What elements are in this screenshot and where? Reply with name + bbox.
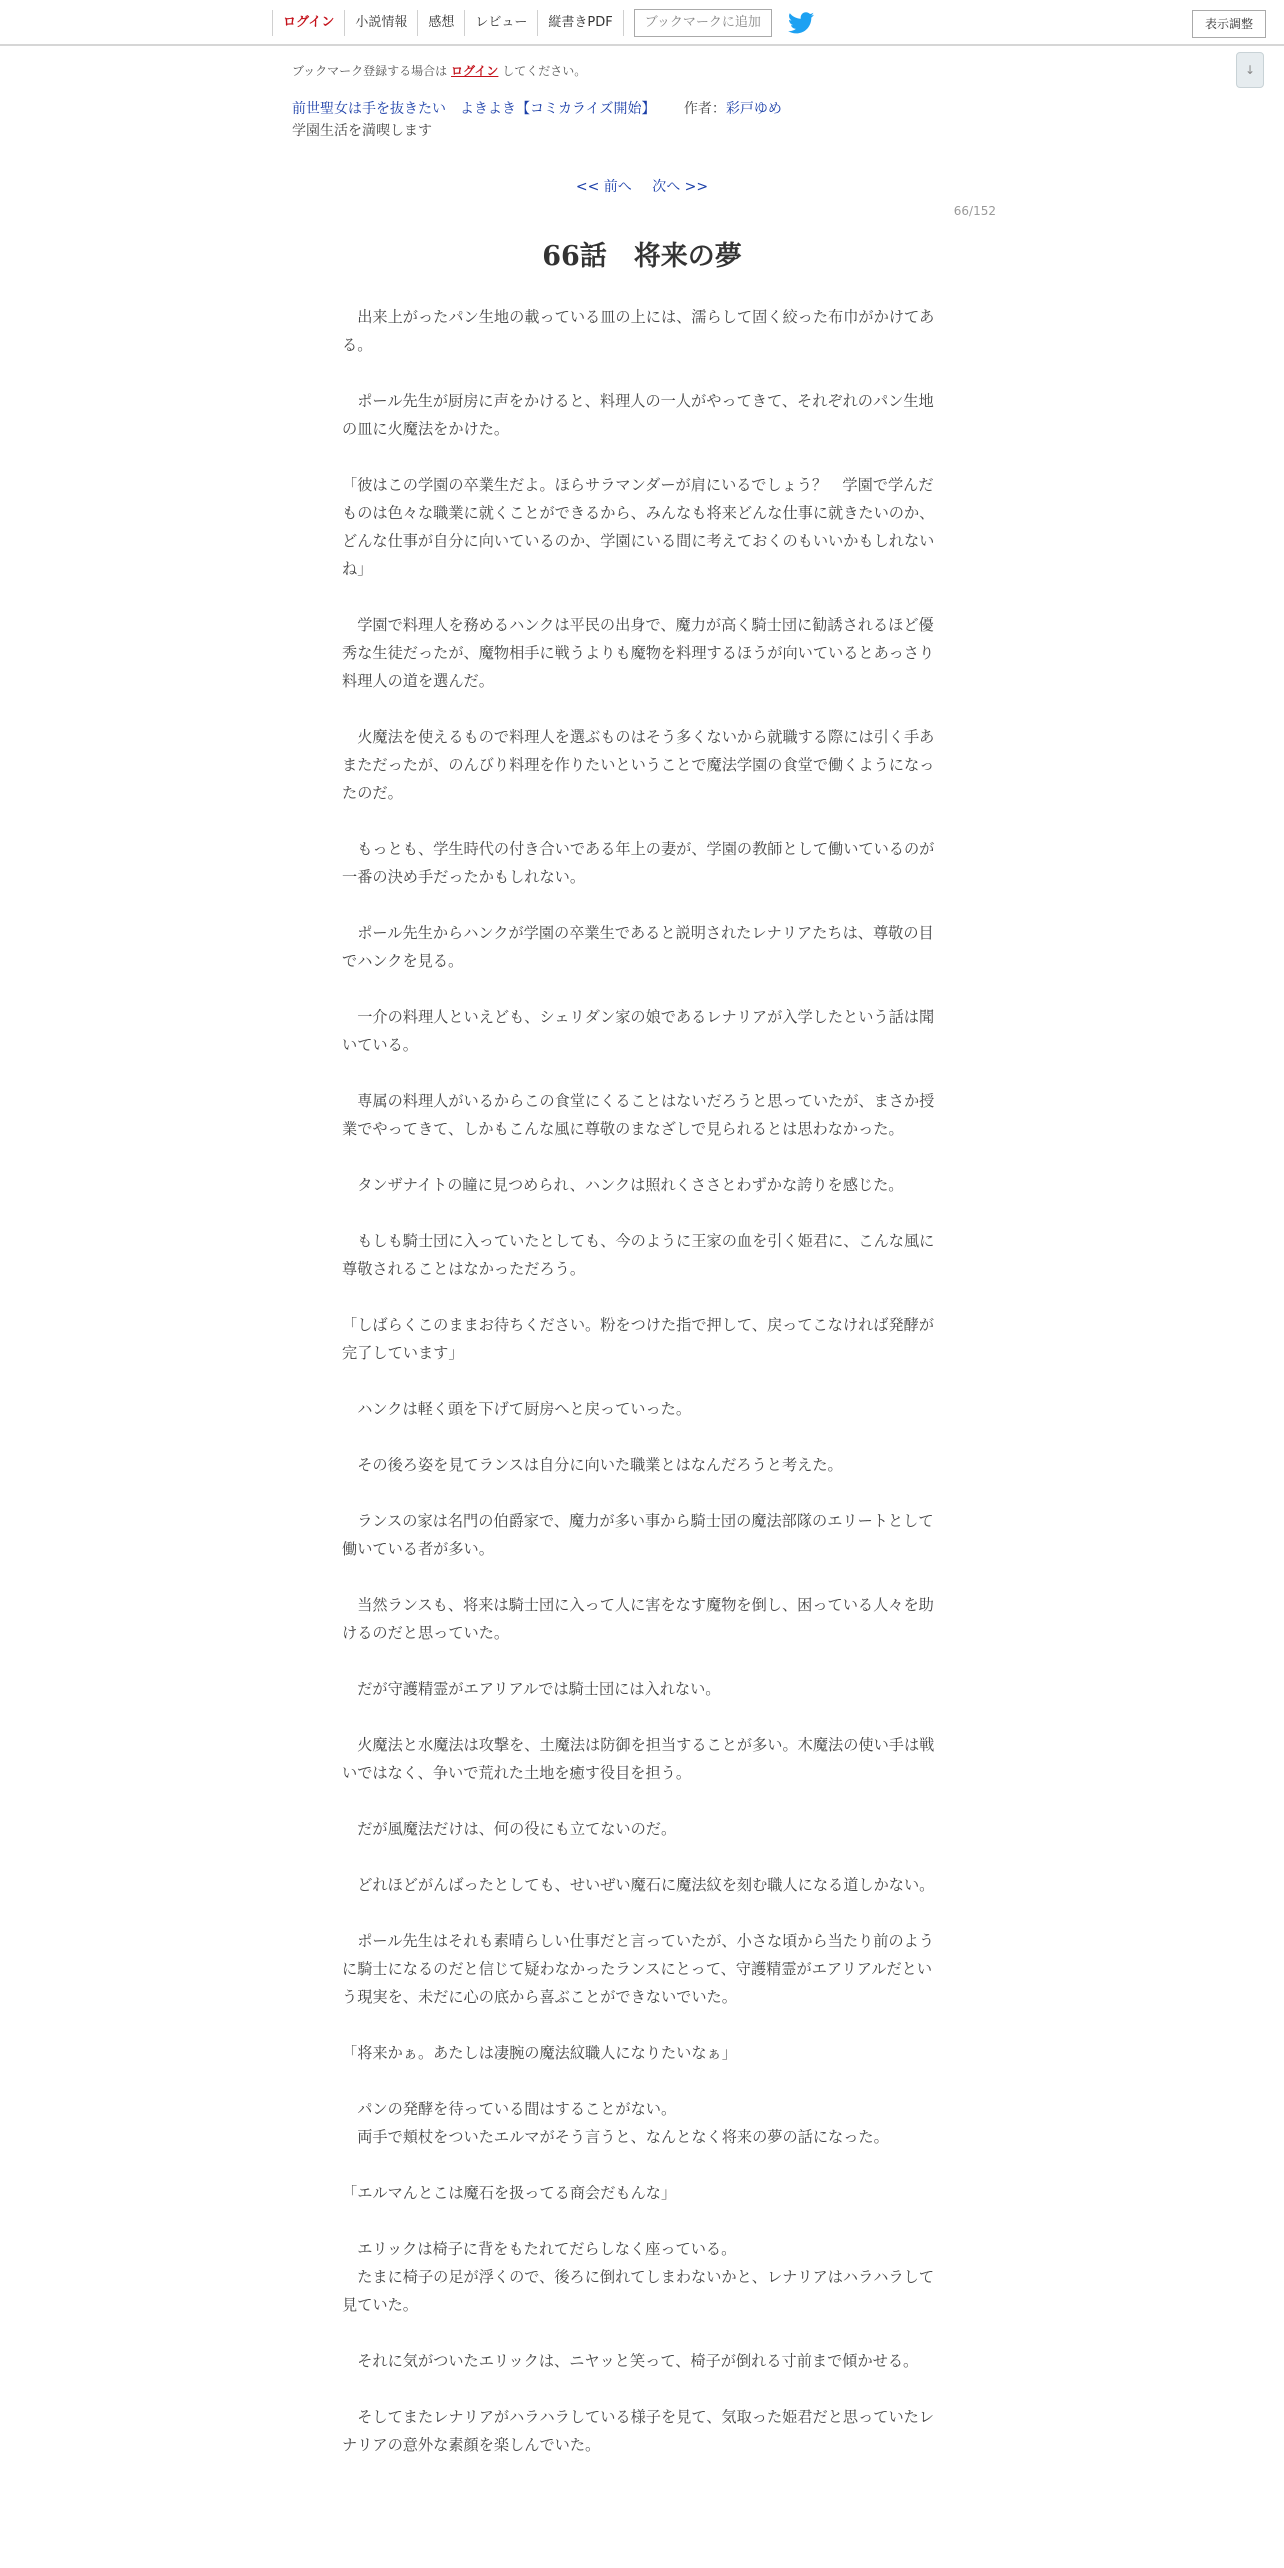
body-paragraph: ポール先生が厨房に声をかけると、料理人の一人がやってきて、それぞれのパン生地の皿に火魔法をかけた。 [342,392,934,438]
chapter-title: 66話 将来の夢 [542,241,742,272]
body-paragraph: ポール先生からハンクが学園の卒業生であると説明されたレナリアたちは、尊敬の目でハンクを見る。 [342,924,934,970]
page-count: 66/152 [953,204,996,218]
body-paragraph: その後ろ姿を見てランスは自分に向いた職業とはなんだろうと考えた。 [342,1456,843,1474]
display-settings-button[interactable]: 表示調整 [1192,10,1266,38]
prev-chapter-link[interactable]: << 前へ [575,179,632,195]
bookmark-notice [292,62,586,79]
body-paragraph: 火魔法と水魔法は攻撃を、土魔法は防御を担当することが多い。木魔法の使い手は戦いではなく、争いで荒れた土地を癒す役目を担う。 [342,1736,935,1782]
notice-prefix: ブックマーク登録する場合は [292,64,448,78]
chapter-pager [0,176,1284,196]
body-paragraph: タンザナイトの瞳に見つめられ、ハンクは照れくささとわずかな誇りを感じた。 [342,1176,904,1194]
body-paragraph: ポール先生はそれも素晴らしい仕事だと言っていたが、小さな頃から当たり前のように騎士になるのだと信じて疑わなかったランスにとって、守護精霊がエアリアルだという現実を、未だに心の底から喜ぶことができないでいた。 [342,1932,935,2006]
body-paragraph: パンの発酵を待っている間はすることがない。 両手で頬杖をついたエルマがそう言うと、なんとなく将来の夢の話になった。 [342,2100,889,2146]
chapter-subtitle: 学園生活を満喫します [292,123,432,139]
author-label: 作者： [683,101,726,117]
top-bar [0,0,1284,46]
nav-novel-info[interactable]: 小説情報 [344,10,417,36]
body-paragraph: 「しばらくこのままお待ちください。粉をつけた指で押して、戻ってこなければ発酵が完了しています」 [342,1316,935,1362]
scroll-down-button[interactable]: ↓ [1236,52,1264,88]
next-chapter-link[interactable]: 次へ >> [652,179,709,195]
body-paragraph: 一介の料理人といえども、シェリダン家の娘であるレナリアが入学したという話は聞いている。 [342,1008,935,1054]
nav-impressions[interactable]: 感想 [417,10,464,36]
body-paragraph: どれほどがんばったとしても、せいぜい魔石に魔法紋を刻む職人になる道しかない。 [342,1876,935,1894]
nav-reviews[interactable]: レビュー [464,10,537,36]
body-paragraph: 火魔法を使えるもので料理人を選ぶものはそう多くないから就職する際には引く手あまただったが、のんびり料理を作りたいということで魔法学園の食堂で働くようになったのだ。 [342,728,935,802]
body-paragraph: それに気がついたエリックは、ニヤッと笑って、椅子が倒れる寸前まで傾かせる。 [342,2352,919,2370]
nav-login[interactable]: ログイン [272,10,344,36]
body-paragraph: 当然ランスも、将来は騎士団に入って人に害をなす魔物を倒し、困っている人々を助けるのだと思っていた。 [342,1596,934,1642]
body-paragraph: だが守護精霊がエアリアルでは騎士団には入れない。 [342,1680,721,1698]
add-bookmark-button[interactable]: ブックマークに追加 [634,9,772,37]
twitter-bird-icon[interactable] [788,12,814,34]
body-paragraph: ハンクは軽く頭を下げて厨房へと戻っていった。 [342,1400,692,1418]
notice-suffix: してください。 [502,64,587,78]
body-paragraph: ランスの家は名門の伯爵家で、魔力が多い事から騎士団の魔法部隊のエリートとして働いている者が多い。 [342,1512,934,1558]
body-paragraph: 専属の料理人がいるからこの食堂にくることはないだろうと思っていたが、まさか授業でやってきて、しかもこんな風に尊敬のまなざしで見られるとは思わなかった。 [342,1092,935,1138]
body-paragraph: もっとも、学生時代の付き合いである年上の妻が、学園の教師として働いているのが一番の決め手だったかもしれない。 [342,840,935,886]
notice-login-link[interactable]: ログイン [451,64,499,78]
nav-vertical-pdf[interactable]: 縦書きPDF [537,10,623,36]
body-paragraph: エリックは椅子に背をもたれてだらしなく座っている。 たまに椅子の足が浮くので、後ろに倒れてしまわないかと、レナリアはハラハラして見ていた。 [342,2240,935,2314]
series-title-link[interactable]: 前世聖女は手を抜きたい よきよき【コミカライズ開始】 [292,101,656,117]
series-info [292,98,782,118]
body-paragraph: もしも騎士団に入っていたとしても、今のように王家の血を引く姫君に、こんな風に尊敬されることはなかっただろう。 [342,1232,935,1278]
body-paragraph: そしてまたレナリアがハラハラしている様子を見て、気取った姫君だと思っていたレナリアの意外な素顔を楽しんでいた。 [342,2408,935,2454]
chapter-body [342,303,942,2487]
body-paragraph: 学園で料理人を務めるハンクは平民の出身で、魔力が高く騎士団に勧誘されるほど優秀な生徒だったが、魔物相手に戦うよりも魔物を料理するほうが向いているとあっさり料理人の道を選んだ。 [342,616,935,690]
main-nav [272,0,814,46]
body-paragraph: 「彼はこの学園の卒業生だよ。ほらサラマンダーが肩にいるでしょう？ 学園で学んだものは色々な職業に就くことができるから、みんなも将来どんな仕事に就きたいのか、どんな仕事が自分に向いているのか、学園にいる間に考えておくのもいいかもしれないね」 [342,476,935,578]
author-link[interactable]: 彩戸ゆめ [725,101,782,117]
body-paragraph: 「エルマんとこは魔石を扱ってる商会だもんな」 [342,2184,677,2202]
body-paragraph: だが風魔法だけは、何の役にも立てないのだ。 [342,1820,677,1838]
body-paragraph: 「将来かぁ。あたしは凄腕の魔法紋職人になりたいなぁ」 [342,2044,737,2062]
body-paragraph: 出来上がったパン生地の載っている皿の上には、濡らして固く絞った布巾がかけてある。 [342,308,935,354]
